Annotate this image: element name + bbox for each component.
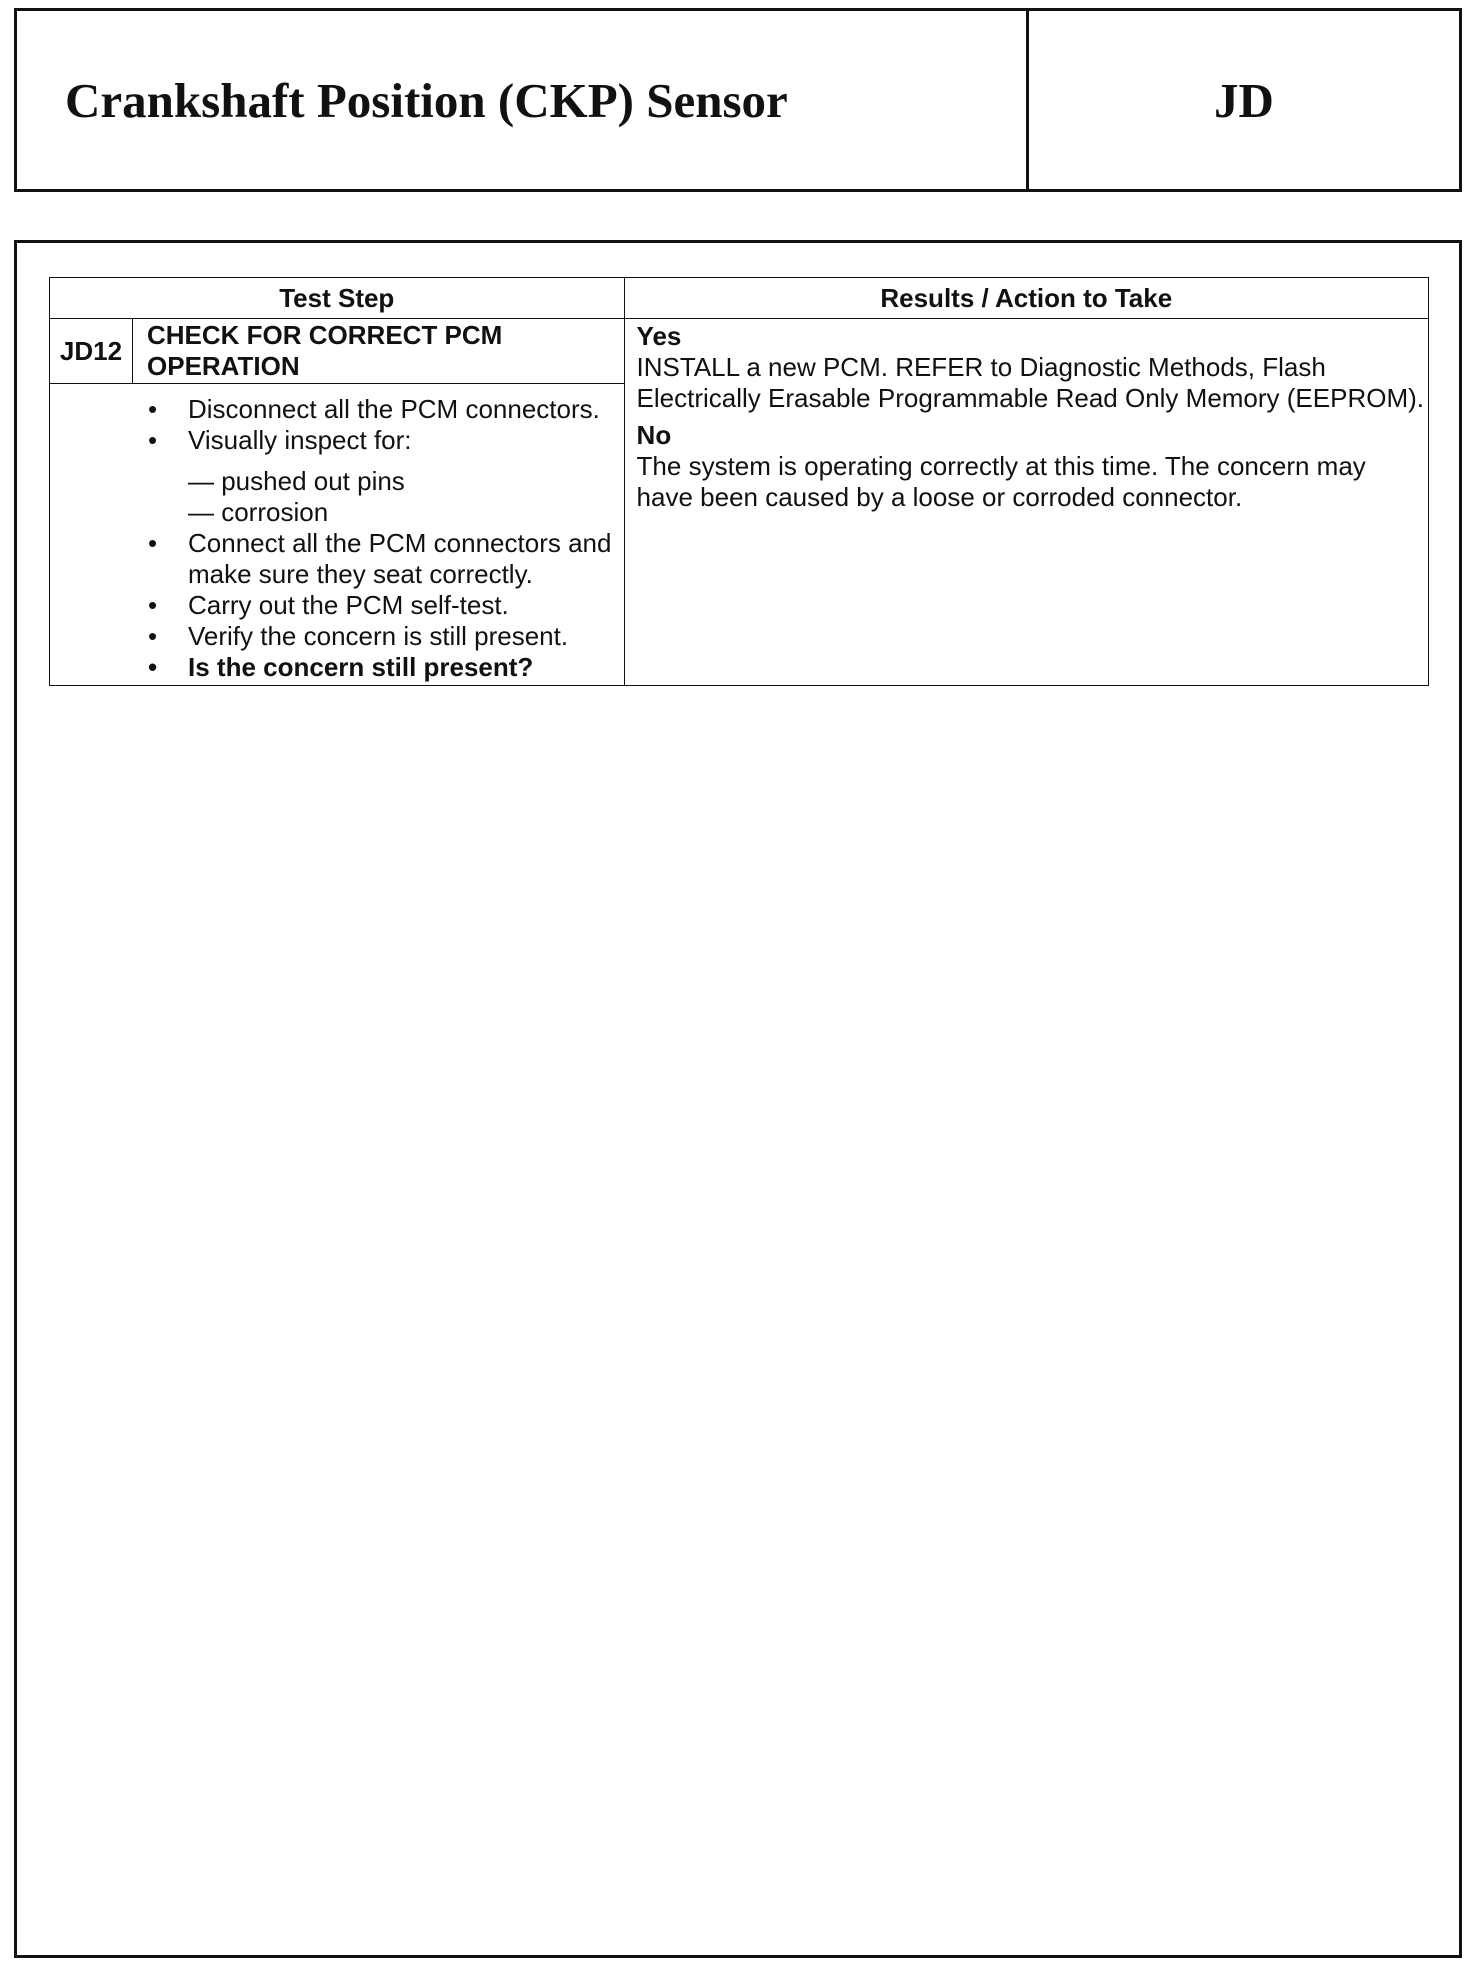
step-code: JD12 xyxy=(50,319,133,384)
bullet-icon: • xyxy=(148,394,158,424)
sub-item: — pushed out pins xyxy=(188,466,405,496)
bullet-icon: • xyxy=(148,528,158,558)
action-item xyxy=(50,425,624,528)
column-header-results: Results / Action to Take xyxy=(624,278,1428,319)
action-text: Is the concern still present? xyxy=(188,652,534,682)
action-text: Verify the concern is still present. xyxy=(188,621,569,651)
action-item xyxy=(50,394,624,425)
action-item xyxy=(50,528,624,590)
bullet-icon: • xyxy=(148,652,158,682)
action-text: Visually inspect for: xyxy=(188,425,412,455)
action-text: Disconnect all the PCM connectors. xyxy=(188,394,600,424)
actions-cell xyxy=(50,384,625,686)
test-step-table xyxy=(49,277,1429,686)
page-header xyxy=(14,8,1462,192)
results-cell xyxy=(624,319,1428,686)
action-list xyxy=(50,394,624,683)
no-action: The system is operating correctly at this time. The concern may have been caused by a loose or corroded connector. xyxy=(636,451,1366,512)
inspect-sublist xyxy=(188,466,624,528)
bullet-icon: • xyxy=(148,590,158,620)
section-code: JD xyxy=(1214,72,1274,128)
bullet-icon: • xyxy=(148,621,158,651)
action-question xyxy=(50,652,624,683)
yes-action: INSTALL a new PCM. REFER to Diagnostic Methods, Flash Electrically Erasable Programmable Read Only Memory (EEPROM). xyxy=(636,352,1424,413)
yes-label: Yes xyxy=(636,321,682,351)
step-title: CHECK FOR CORRECT PCM OPERATION xyxy=(133,319,625,384)
page-title: Crankshaft Position (CKP) Sensor xyxy=(17,11,1029,189)
bullet-icon: • xyxy=(148,425,158,455)
no-label: No xyxy=(636,420,672,450)
content-frame xyxy=(14,240,1462,1958)
action-text: Carry out the PCM self-test. xyxy=(188,590,509,620)
action-item xyxy=(50,621,624,652)
sub-item: — corrosion xyxy=(188,497,329,527)
column-header-test-step: Test Step xyxy=(50,278,625,319)
action-text: Connect all the PCM connectors and make sure they seat correctly. xyxy=(188,528,612,589)
action-item xyxy=(50,590,624,621)
